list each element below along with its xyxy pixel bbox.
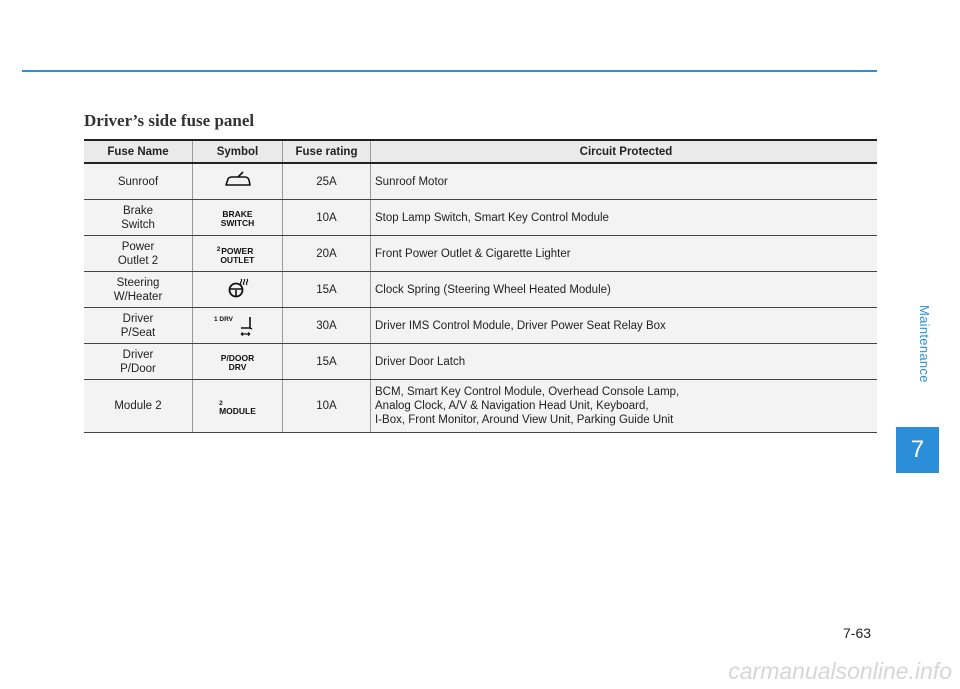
fuse-name-cell xyxy=(84,344,193,380)
fuse-rating: 15A xyxy=(283,344,371,380)
symbol-cell xyxy=(193,380,283,433)
fuse-name-cell xyxy=(84,308,193,344)
symbol-cell xyxy=(193,200,283,236)
circuit-protected: Driver IMS Control Module, Driver Power Seat Relay Box xyxy=(371,308,878,344)
fuse-rating: 15A xyxy=(283,272,371,308)
col-header-fuse-rating: Fuse rating xyxy=(283,140,371,163)
table-row xyxy=(84,163,877,200)
symbol-cell xyxy=(193,163,283,200)
fuse-name: Driver P/Seat xyxy=(120,312,156,339)
symbol-label: BRAKE SWITCH xyxy=(220,208,255,228)
table-row xyxy=(84,344,877,380)
fuse-rating: 10A xyxy=(283,380,371,433)
symbol-label: MODULE xyxy=(219,406,256,416)
chapter-number: 7 xyxy=(910,436,925,463)
circuit-protected: Clock Spring (Steering Wheel Heated Module) xyxy=(371,272,878,308)
fuse-name: Sunroof xyxy=(117,175,159,188)
table-header-row xyxy=(84,140,877,163)
col-header-circuit-protected: Circuit Protected xyxy=(579,145,673,158)
symbol-cell xyxy=(193,272,283,308)
fuse-rating: 30A xyxy=(283,308,371,344)
fuse-name: Module 2 xyxy=(114,400,162,412)
table-row xyxy=(84,308,877,344)
fuse-name-cell xyxy=(84,236,193,272)
fuse-rating: 25A xyxy=(283,163,371,200)
table-row xyxy=(84,380,877,433)
circuit-protected: Sunroof Motor xyxy=(371,163,878,200)
symbol-cell xyxy=(193,344,283,380)
section-title: Driver’s side fuse panel xyxy=(84,111,255,130)
fuse-name: Power Outlet 2 xyxy=(117,240,159,267)
fuse-name-cell xyxy=(84,200,193,236)
circuit-protected: BCM, Smart Key Control Module, Overhead Console Lamp, Analog Clock, A/V & Navigation Head Unit, Keyboard, I-Box, Front Monitor, Around View Unit, Parking Guide Unit xyxy=(371,380,878,433)
fuse-name-cell xyxy=(84,380,193,433)
fuse-table xyxy=(84,139,877,433)
symbol-label: POWER OUTLET xyxy=(220,246,255,265)
driver-power-seat-icon xyxy=(237,315,257,340)
page-number: 7-63 xyxy=(843,625,872,641)
symbol-superscript: 1 DRV xyxy=(213,315,234,323)
chapter-tab[interactable] xyxy=(896,427,939,473)
watermark: carmanualsonline.info xyxy=(728,658,952,684)
sunroof-icon xyxy=(223,171,253,189)
symbol-cell xyxy=(193,236,283,272)
fuse-name: Brake Switch xyxy=(121,204,155,231)
col-header-fuse-name: Fuse Name xyxy=(84,140,193,163)
symbol-label: P/DOOR DRV xyxy=(220,352,255,372)
symbol-superscript: 2 xyxy=(216,246,221,253)
fuse-rating: 20A xyxy=(283,236,371,272)
symbol-cell xyxy=(193,308,283,344)
circuit-protected: Front Power Outlet & Cigarette Lighter xyxy=(371,236,878,272)
table-row xyxy=(84,200,877,236)
col-header-symbol: Symbol xyxy=(193,140,283,163)
table-row xyxy=(84,236,877,272)
table-row xyxy=(84,272,877,308)
fuse-rating: 10A xyxy=(283,200,371,236)
heated-steering-wheel-icon xyxy=(227,278,249,298)
fuse-name-cell xyxy=(84,272,193,308)
fuse-name: Driver P/Door xyxy=(120,348,156,375)
fuse-name: Steering W/Heater xyxy=(113,276,163,303)
sidebar-chapter-label: Maintenance xyxy=(917,305,932,383)
top-rule xyxy=(22,70,877,72)
fuse-name-cell xyxy=(84,163,193,200)
circuit-protected: Driver Door Latch xyxy=(371,344,878,380)
circuit-protected: Stop Lamp Switch, Smart Key Control Module xyxy=(371,200,878,236)
symbol-superscript: 2 xyxy=(219,400,223,407)
